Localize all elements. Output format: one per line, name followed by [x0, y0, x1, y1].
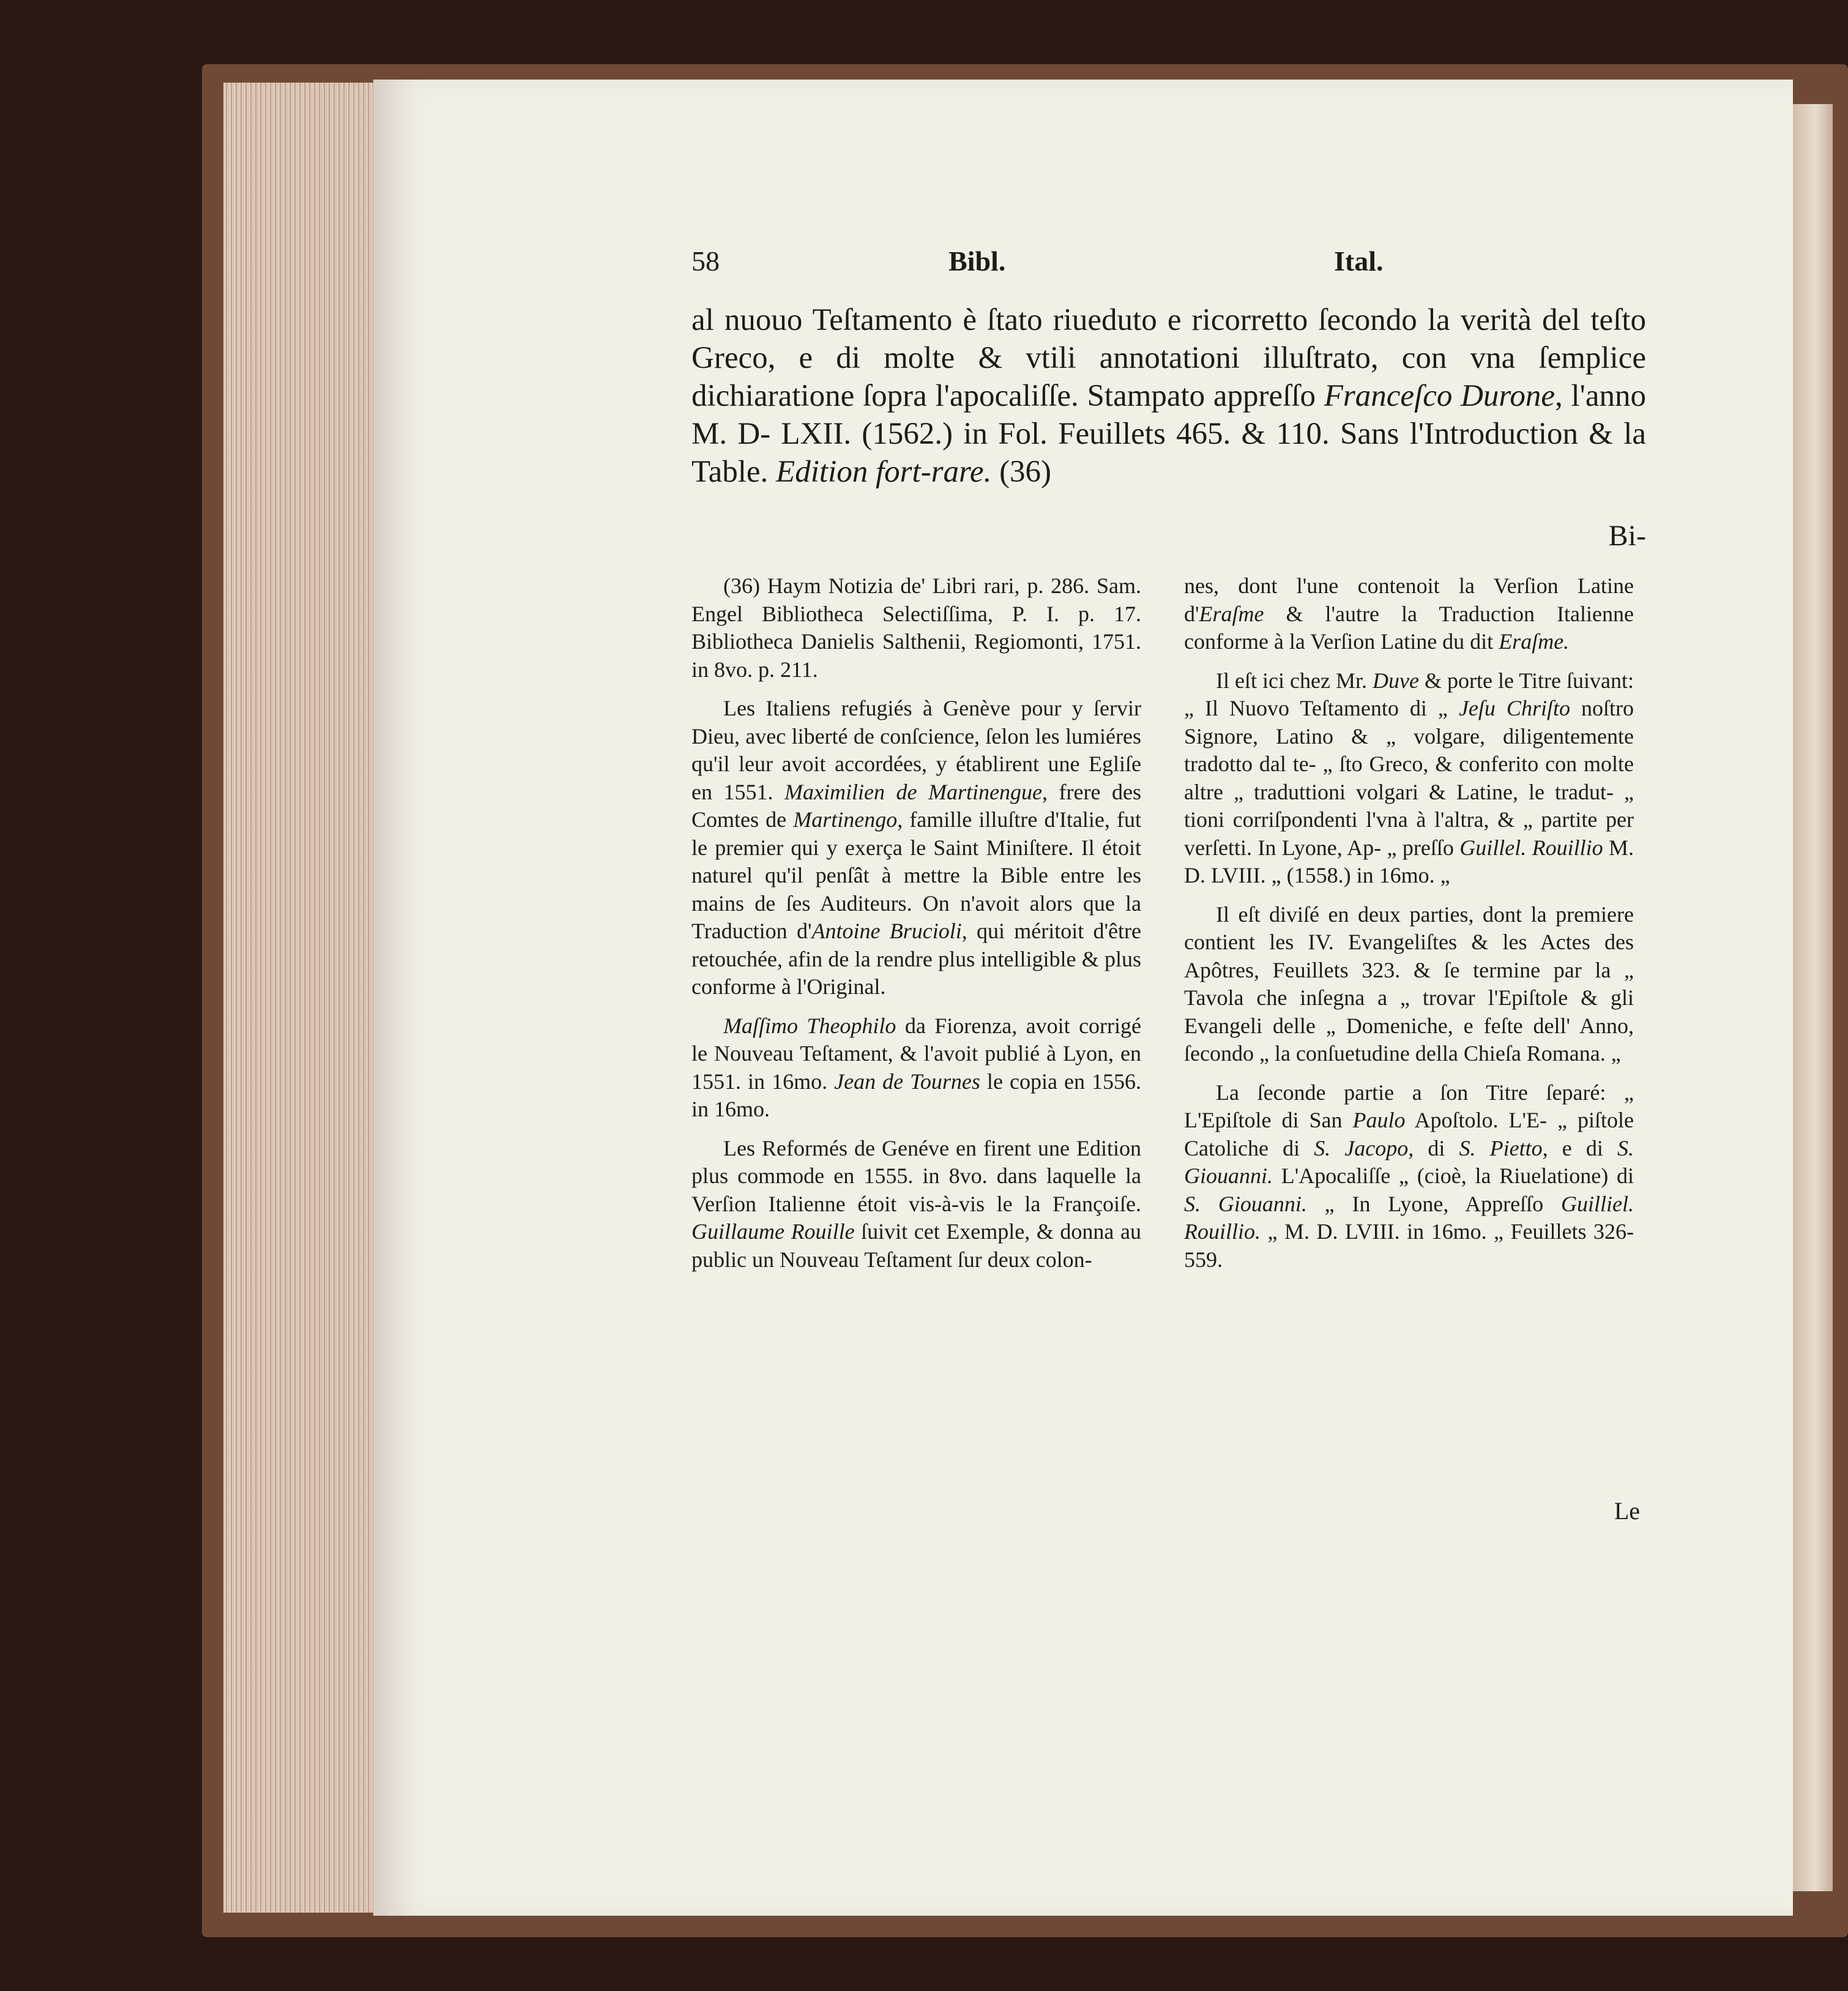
- italic-name: S. Giouanni.: [1184, 1191, 1307, 1216]
- italic-name: Eraſme.: [1499, 629, 1570, 654]
- running-head-right: Ital.: [1334, 245, 1384, 277]
- text-run: & l'autre la Traduction Italienne conforme à la Verſion Latine du dit: [1184, 601, 1634, 654]
- text-run: M. D. LVIII. „ (1558.) in 16mo. „: [1184, 835, 1634, 887]
- italic-name: Antoine Brucioli: [811, 919, 962, 943]
- italic-name: Martinengo: [793, 807, 898, 832]
- paragraph-nes: [1184, 572, 1634, 656]
- catchword-bottom: Le: [1614, 1497, 1640, 1525]
- italic-name: Guillel. Rouillio: [1459, 835, 1603, 860]
- text-run: „ M. D. LVIII. in 16mo. „ Feuillets 326-559.: [1184, 1219, 1634, 1272]
- text-run: , e di: [1542, 1135, 1617, 1160]
- footnote-ref: (36): [991, 455, 1052, 489]
- paragraph-seconde: [1184, 1079, 1634, 1274]
- italic-name: Guillaume Rouille: [691, 1219, 855, 1244]
- italic-name: S. Jacopo: [1314, 1135, 1409, 1160]
- text-run: Il eſt diviſé en deux parties, dont la premiere contient les IV. Evangeliſtes & les Actes des Apôtres, Feuillets 323. & ſe termine par la „ Tavola che inſegna a „ trovar l'Epiſtole & gli Evangeli delle „ Domeniche, e feſte dell' Anno, ſecondo „ la conſuetudine della Chieſa Romana. „: [1184, 902, 1634, 1066]
- italic-name: S. Pietto: [1459, 1135, 1543, 1160]
- right-column: [1184, 572, 1634, 1285]
- text-run: , qui méritoit d'être retouchée, afin de la rendre plus intelligible & plus conforme à l'Original.: [691, 919, 1141, 999]
- page-edges: [223, 83, 389, 1913]
- paragraph-italiens: [691, 695, 1141, 1001]
- text-run: , famille illuſtre d'Italie, fut le premier qui y exerça le Saint Miniſtere. Il étoit naturel qu'il penſât à mettre la Bible entre les mains de ſes Auditeurs. On n'avoit alors que la Traduction d': [691, 807, 1142, 943]
- paragraph-duve: [1184, 667, 1634, 890]
- left-column: [691, 572, 1141, 1285]
- text-run: Il eſt ici chez Mr.: [1216, 668, 1373, 693]
- paragraph-massimo: [691, 1012, 1141, 1124]
- page-text-block: [691, 245, 1646, 1530]
- text-run: „ In Lyone, Appreſſo: [1306, 1191, 1561, 1216]
- catchword-top: Bi-: [1608, 520, 1646, 552]
- italic-name: Duve: [1372, 668, 1419, 693]
- text-run: Les Reformés de Genéve en firent une Edition plus commode en 1555. in 8vo. dans laquelle la Verſion Italienne étoit vis-à-vis le la Françoiſe.: [691, 1135, 1141, 1216]
- text-run: da Fiorenza, avoit corrigé le Nouveau Teſtament, & l'avoit publié à Lyon, en 1551. in 16mo.: [691, 1013, 1142, 1094]
- italic-name: Guilliel. Rouillio.: [1184, 1191, 1634, 1244]
- facing-page-edge: [1790, 104, 1833, 1891]
- italic-name: Jeſu Chriſto: [1458, 696, 1570, 720]
- text-run: nes, dont l'une contenoit la Verſion Latine d': [1184, 573, 1634, 626]
- paragraph-divise: [1184, 901, 1634, 1068]
- page-number: 58: [691, 245, 720, 277]
- text-run: Apoſtolo. L'E- „ piſtole Catoliche di: [1184, 1108, 1634, 1160]
- italic-name: Maximilien de Martinengue: [784, 779, 1043, 804]
- text-run: L'Apocaliſſe „ (cioè, la Riuelatione) di: [1273, 1164, 1634, 1188]
- text-run: al nuouo Teſtamento è ſtato riueduto e ricorretto ſecondo la verità del teſto Greco, e di molte & vtili annotationi illuſtrato, con vna ſemplice dichiaratione ſopra l'apocaliſſe. Stampato appreſſo: [691, 303, 1646, 413]
- italic-name: Maſſimo Theophilo: [723, 1013, 896, 1038]
- italic-name: Jean de Tournes: [834, 1069, 980, 1094]
- italic-name: Eraſme: [1199, 601, 1264, 626]
- text-run: Les Italiens refugiés à Genève pour y ſervir Dieu, avec liberté de conſcience, ſelon les lumiéres qu'il leur avoit accordées, y établirent une Egliſe en 1551.: [691, 696, 1141, 804]
- text-run: , di: [1408, 1135, 1459, 1160]
- running-header: [691, 245, 1646, 288]
- continuation-paragraph: [691, 301, 1646, 491]
- background-left: [0, 0, 202, 1991]
- text-run: noſtro Signore, Latino & „ volgare, diligentemente tradotto dal te- „ ſto Greco, & conferito con molte altre „ traduttioni volgari & Latine, le tradut- „ tioni corriſpondenti l'vna à l'altra, & „ partite per verſetti. In Lyone, Ap- „ preſſo: [1184, 696, 1634, 860]
- text-run: (36) Haym Notizia de' Libri rari, p. 286. Sam. Engel Bibliotheca Selectiſſima, P. I. p. 17. Bibliotheca Danielis Salthenii, Regiomonti, 1751. in 8vo. p. 211.: [691, 573, 1141, 682]
- running-head-left: Bibl.: [948, 245, 1006, 277]
- text-run: & porte le Titre ſuivant: „ Il Nuovo Teſtamento di „: [1184, 668, 1634, 720]
- text-run: , l'anno M. D- LXII. (1562.) in Fol. Feuillets 465. & 110. Sans l'Introduction & la Table.: [691, 379, 1646, 489]
- italic-name: S. Giouanni.: [1184, 1135, 1634, 1188]
- rarity-note: Edition fort-rare.: [776, 455, 992, 489]
- text-run: , frere des Comtes de: [691, 779, 1141, 832]
- text-run: La ſeconde partie a ſon Titre ſeparé: „ L'Epiſtole di San: [1184, 1080, 1634, 1132]
- text-run: le copia en 1556. in 16mo.: [691, 1069, 1141, 1121]
- footnote-36: [691, 572, 1141, 684]
- italic-name: Paulo: [1352, 1108, 1406, 1132]
- text-run: ſuivit cet Exemple, & donna au public un Nouveau Teſtament ſur deux colon-: [691, 1219, 1141, 1272]
- printer-name: Franceſco Durone: [1324, 379, 1556, 413]
- paragraph-reformes: [691, 1135, 1141, 1274]
